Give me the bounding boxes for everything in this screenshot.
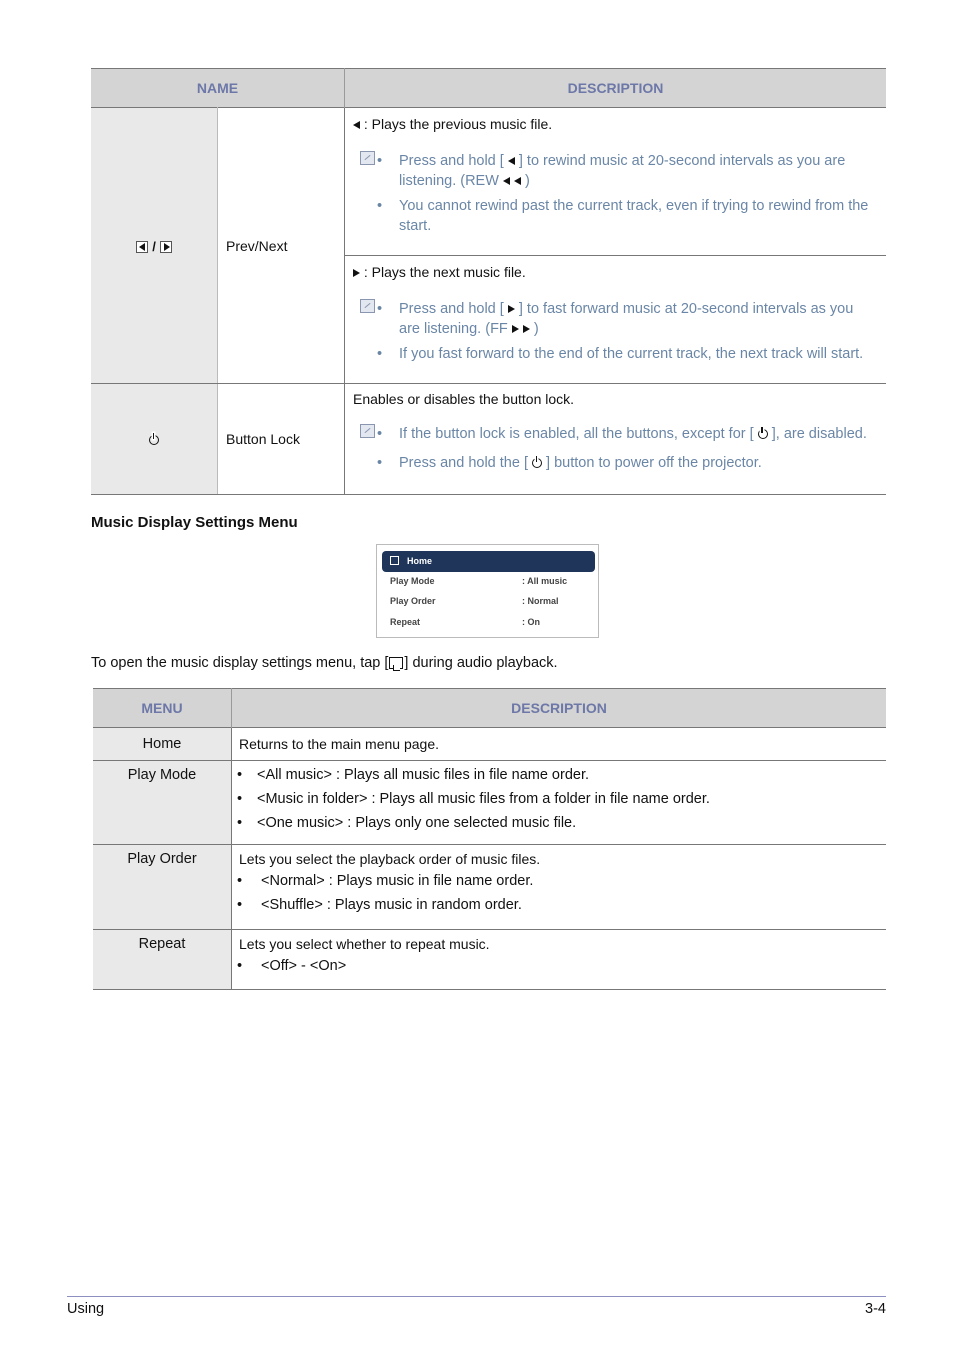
next-description: : Plays the next music file. [363, 264, 526, 280]
menu-row-value: : Normal [522, 596, 559, 606]
prev-next-separator: / [152, 238, 156, 254]
menu-row-value: : All music [522, 576, 568, 586]
prev-description: : Plays the previous music file. [363, 116, 553, 132]
menu-row-label: Play Mode [390, 576, 435, 586]
menu-row-value: : On [522, 617, 540, 627]
repeat-description: Lets you select whether to repeat music. [239, 936, 490, 952]
rewind-limit-note: • You cannot rewind past the current track, even if trying to rewind from the start. [375, 196, 876, 236]
list-item: • <Normal> : Plays music in file name order. [235, 869, 886, 893]
button-lock-name: Button Lock [218, 384, 345, 495]
menu-item-play-order: Play Order [93, 845, 232, 930]
menu-description-column-header: DESCRIPTION [232, 689, 887, 728]
list-item: • <One music> : Plays only one selected music file. [235, 811, 886, 835]
fast-forward-end-note: • If you fast forward to the end of the current track, the next track will start. [375, 344, 876, 364]
power-icon [532, 458, 542, 468]
prev-description-cell [345, 108, 887, 256]
home-description: Returns to the main menu page. [232, 728, 887, 761]
ff-icon-1 [512, 325, 519, 333]
table-row [93, 845, 886, 930]
button-lock-symbol-cell [91, 384, 218, 495]
power-off-note: • Press and hold the [ ] button to power off the projector. [375, 453, 876, 473]
rew-icon-1 [503, 177, 510, 185]
ff-icon-2 [523, 325, 530, 333]
display-settings-icon [389, 657, 403, 669]
name-column-header: NAME [91, 69, 345, 108]
menu-item-home: Home [93, 728, 232, 761]
rewind-icon [508, 157, 515, 165]
table-row [93, 761, 886, 845]
button-lock-description: Enables or disables the button lock. [353, 391, 575, 407]
next-triangle-icon [353, 269, 360, 277]
instruction-text: To open the music display settings menu, tap [ ] during audio playback. [91, 655, 558, 671]
list-item: • <All music> : Plays all music files in file name order. [235, 763, 886, 787]
rewind-note: • Press and hold [ ] to rewind music at 20-second intervals as you are listening. (REW ) [375, 151, 876, 191]
prev-next-symbol-cell [91, 108, 218, 384]
prev-next-name: Prev/Next [218, 108, 345, 384]
menu-item-repeat: Repeat [93, 930, 232, 990]
home-icon [390, 556, 399, 565]
list-item: • <Off> - <On> [235, 954, 886, 978]
fast-forward-note: • Press and hold [ ] to fast forward music at 20-second intervals as you are listening. (FF ) [375, 299, 876, 339]
rew-icon-2 [514, 177, 521, 185]
prev-icon [136, 241, 148, 253]
list-item: • <Music in folder> : Plays all music files from a folder in file name order. [235, 787, 886, 811]
section-title: Music Display Settings Menu [91, 514, 298, 531]
play-mode-description-cell [232, 761, 887, 845]
list-item: • <Shuffle> : Plays music in random order. [235, 893, 886, 917]
power-icon [758, 429, 768, 439]
footer-section: Using [67, 1301, 105, 1317]
music-settings-menu-screenshot [376, 544, 599, 638]
footer-divider [67, 1296, 886, 1297]
table-row [93, 728, 886, 761]
menu-home-bar [382, 551, 595, 572]
next-icon [160, 241, 172, 253]
button-lock-description-cell [345, 384, 887, 495]
note-icon [360, 151, 375, 165]
next-description-cell [345, 256, 887, 384]
forward-icon [508, 305, 515, 313]
button-lock-enabled-note: • If the button lock is enabled, all the buttons, except for [ ], are disabled. [375, 424, 876, 444]
menu-table [93, 688, 886, 990]
prev-triangle-icon [353, 121, 360, 129]
menu-column-header: MENU [93, 689, 232, 728]
table-row [93, 930, 886, 990]
note-icon [360, 424, 375, 438]
menu-item-play-mode: Play Mode [93, 761, 232, 845]
controls-table [91, 68, 886, 495]
menu-home-label: Home [407, 556, 433, 566]
menu-row-label: Repeat [390, 617, 421, 627]
description-column-header: DESCRIPTION [345, 69, 887, 108]
menu-row-label: Play Order [390, 596, 436, 606]
play-order-description: Lets you select the playback order of music files. [239, 851, 541, 867]
note-icon [360, 299, 375, 313]
page-number: 3-4 [865, 1301, 886, 1317]
play-order-description-cell [232, 845, 887, 930]
repeat-description-cell [232, 930, 887, 990]
power-icon [149, 435, 159, 445]
